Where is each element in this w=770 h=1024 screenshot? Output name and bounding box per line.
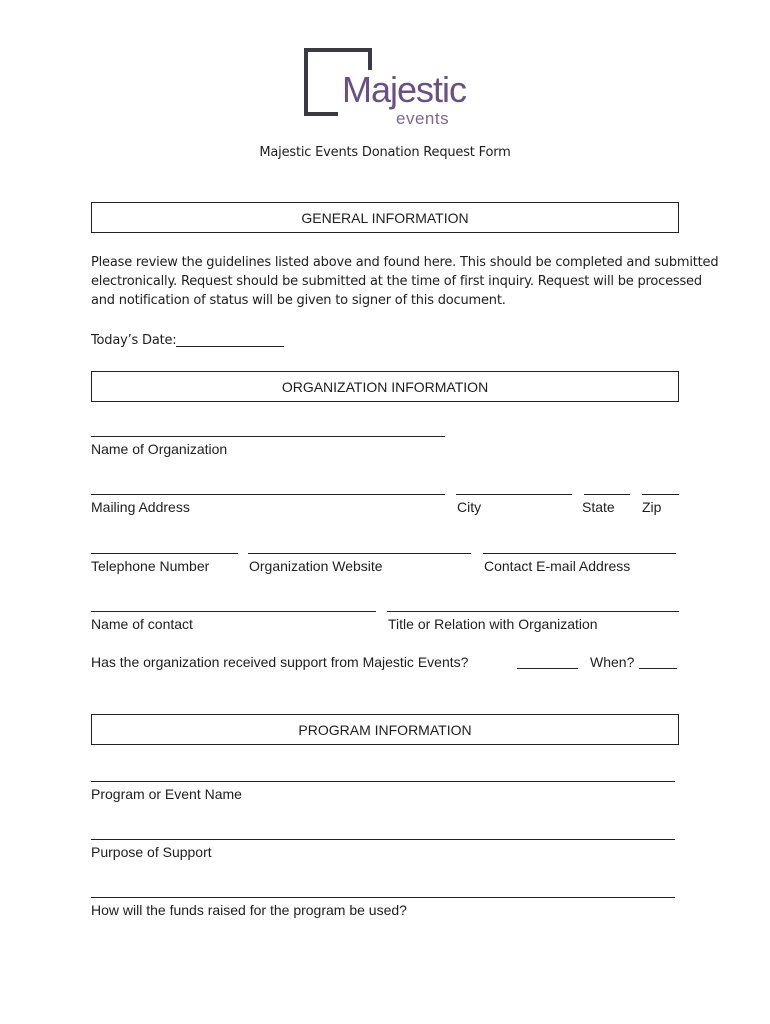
mailing-address-field[interactable] <box>91 494 445 495</box>
email-label: Contact E-mail Address <box>484 558 631 574</box>
website-field[interactable] <box>248 553 471 554</box>
state-label: State <box>582 499 615 515</box>
purpose-field[interactable] <box>91 839 675 840</box>
section-header-program <box>91 714 679 745</box>
form-title: Majestic Events Donation Request Form <box>259 145 511 160</box>
website-label: Organization Website <box>249 558 383 574</box>
section-header-program-label: PROGRAM INFORMATION <box>298 721 472 738</box>
section-header-general <box>91 202 679 233</box>
organization-name-field[interactable] <box>91 436 445 437</box>
logo-wordmark: Majestic <box>342 69 467 110</box>
support-question: Has the organization received support from Majestic Events? <box>91 654 469 670</box>
section-header-general-label: GENERAL INFORMATION <box>301 209 469 226</box>
funds-usage-label: How will the funds raised for the program be used? <box>91 902 407 918</box>
todays-date-label: Today’s Date: <box>91 333 177 348</box>
support-answer-field[interactable] <box>517 668 578 669</box>
state-field[interactable] <box>584 494 630 495</box>
mailing-address-label: Mailing Address <box>91 499 190 515</box>
logo-subtext: events <box>396 109 450 128</box>
contact-title-field[interactable] <box>387 611 679 612</box>
section-header-organization <box>91 371 679 402</box>
event-name-label: Program or Event Name <box>91 786 242 802</box>
todays-date-field[interactable] <box>176 346 284 347</box>
event-name-field[interactable] <box>91 781 675 782</box>
zip-label: Zip <box>642 499 662 515</box>
intro-line-1: Please review the guidelines listed above and found here. This should be completed and submitted <box>91 255 719 270</box>
telephone-label: Telephone Number <box>91 558 210 574</box>
section-header-organization-label: ORGANIZATION INFORMATION <box>281 378 489 395</box>
intro-line-2: electronically. Request should be submitted at the time of first inquiry. Request will be processed <box>91 274 702 289</box>
city-field[interactable] <box>456 494 572 495</box>
city-label: City <box>457 499 482 515</box>
funds-usage-field[interactable] <box>91 897 675 898</box>
majestic-events-logo <box>304 48 474 134</box>
contact-name-label: Name of contact <box>91 616 193 632</box>
purpose-label: Purpose of Support <box>91 844 212 860</box>
contact-name-field[interactable] <box>91 611 376 612</box>
when-label: When? <box>590 654 635 670</box>
email-field[interactable] <box>483 553 676 554</box>
contact-title-label: Title or Relation with Organization <box>388 616 598 632</box>
telephone-field[interactable] <box>91 553 238 554</box>
intro-line-3: and notification of status will be given to signer of this document. <box>91 293 506 308</box>
when-field[interactable] <box>639 668 677 669</box>
zip-field[interactable] <box>642 494 679 495</box>
organization-name-label: Name of Organization <box>91 441 228 457</box>
